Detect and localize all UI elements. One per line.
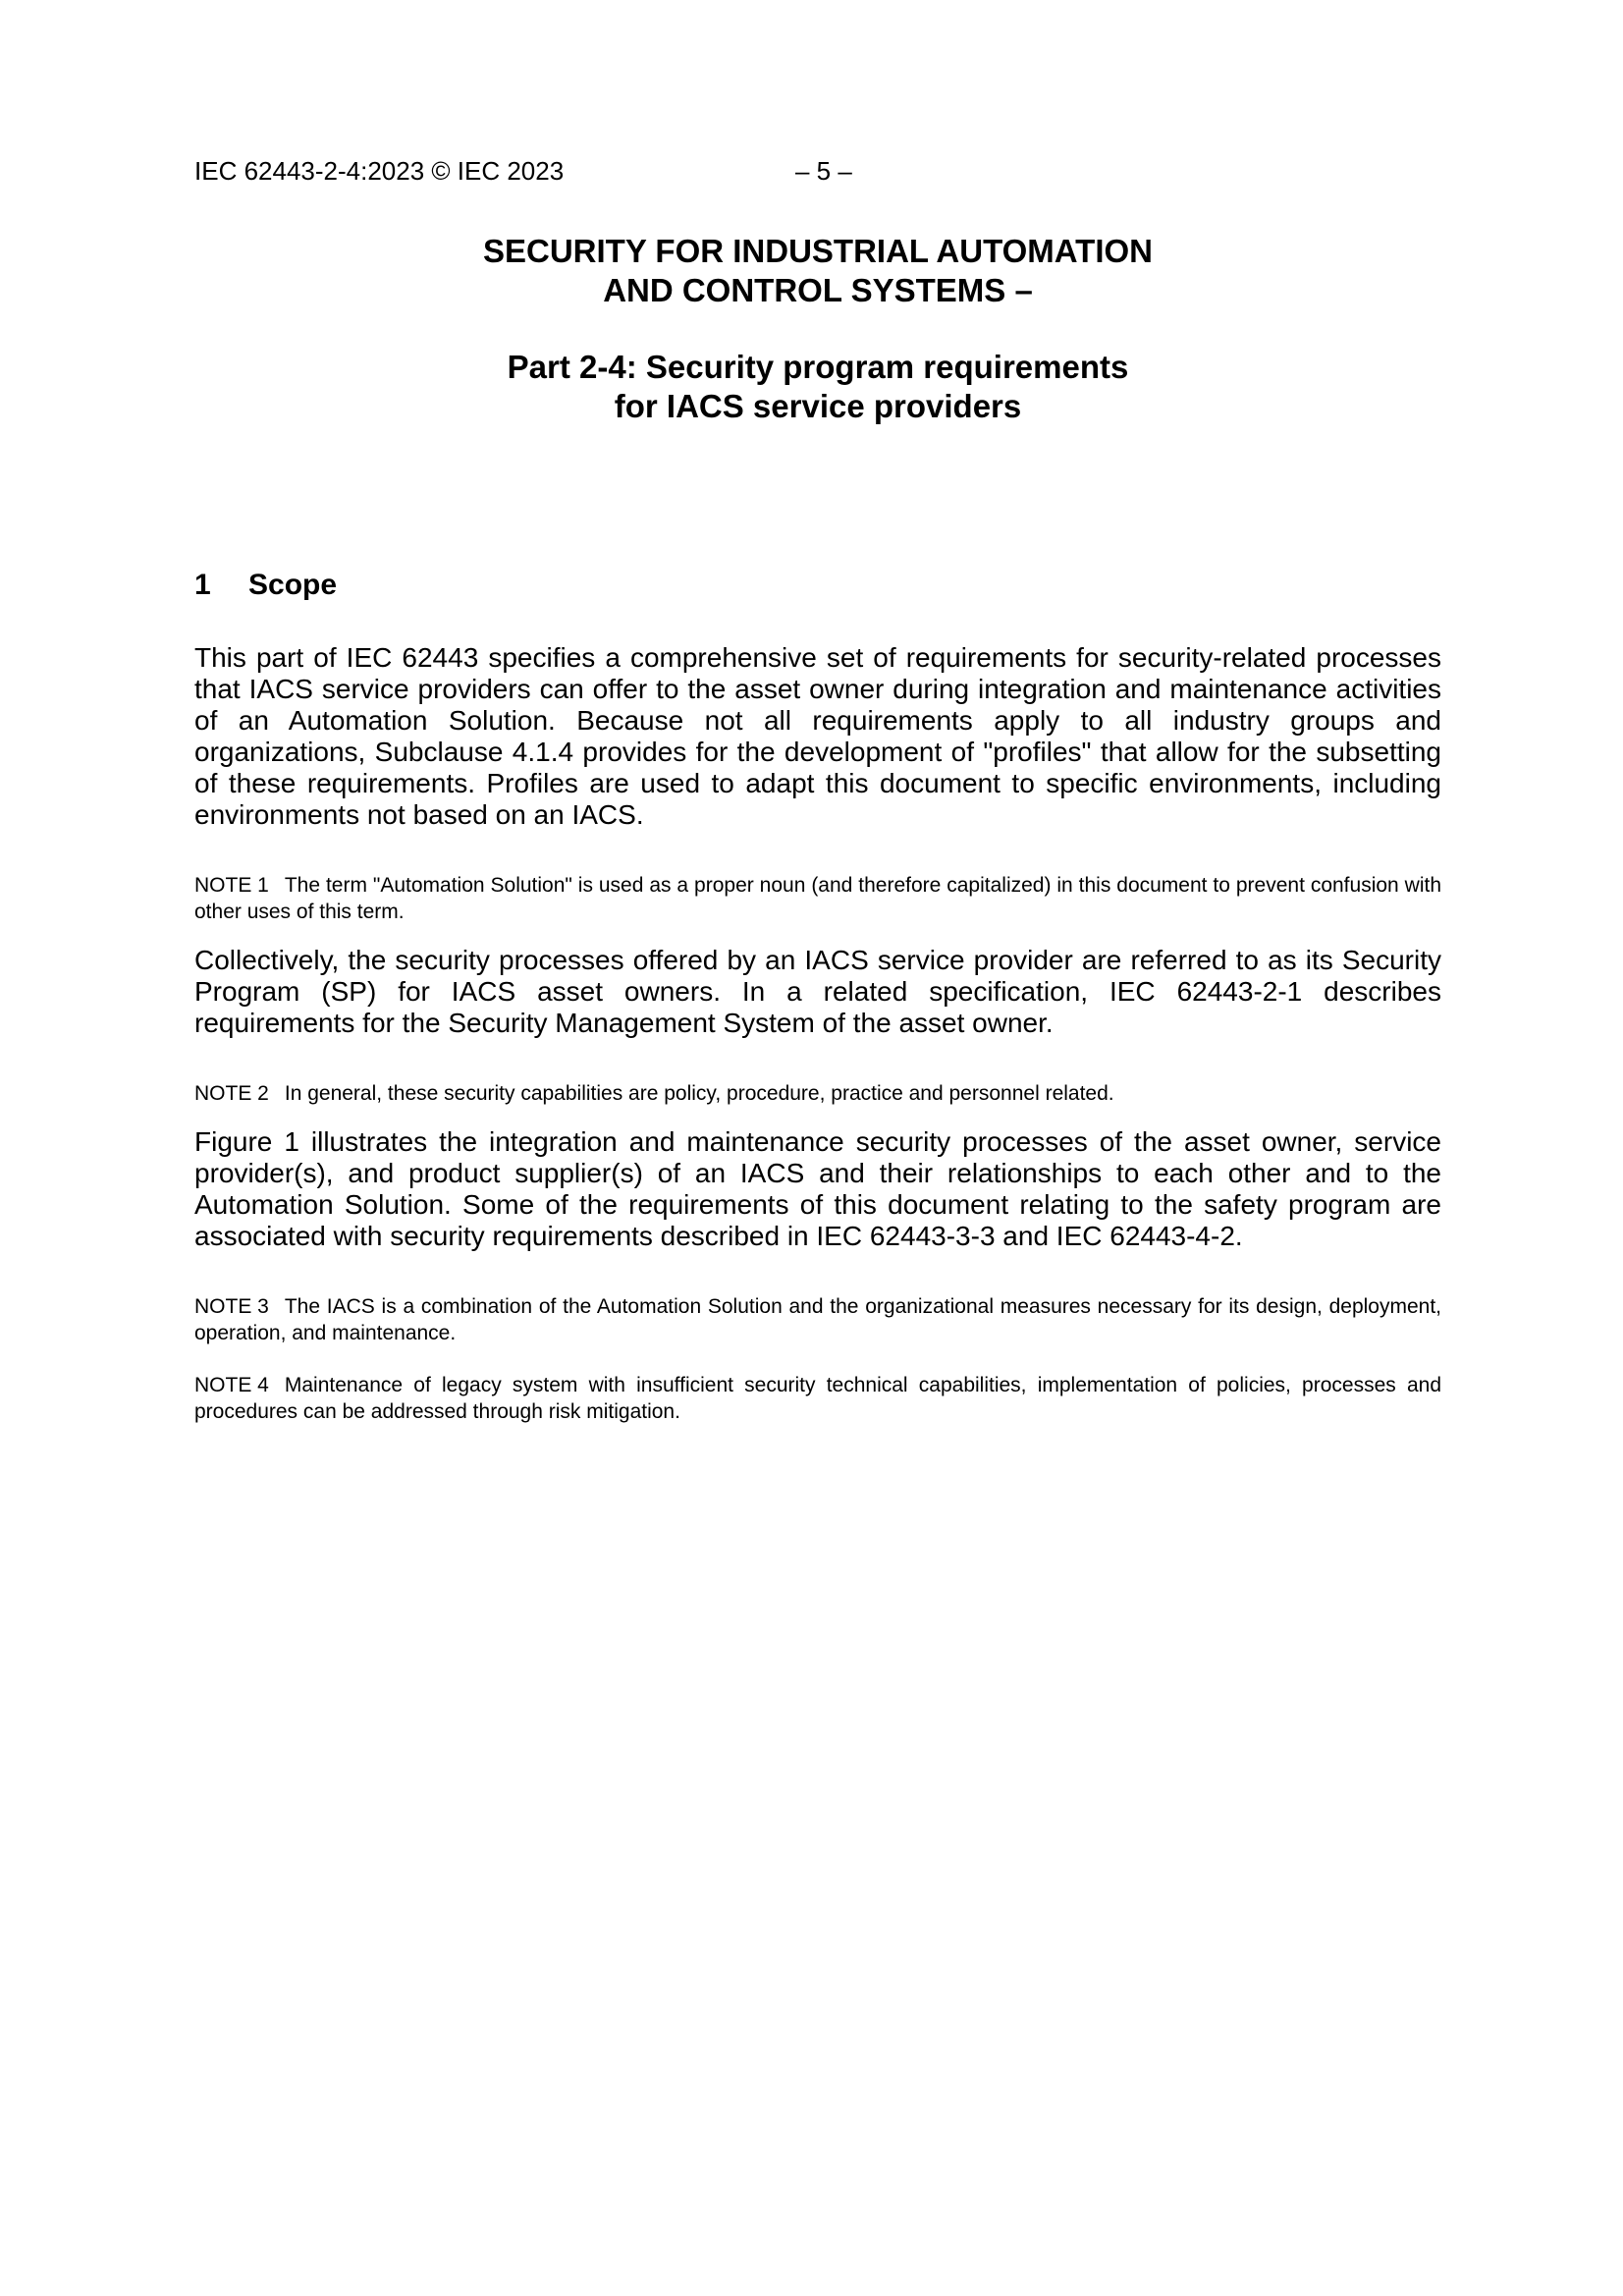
note-4-text: Maintenance of legacy system with insufficient security technical capabilities, implementation of policies, processes and procedures can be addressed through risk mitigation.: [194, 1374, 1441, 1423]
note-2-label: NOTE 2: [194, 1082, 269, 1105]
main-title-line-1: SECURITY FOR INDUSTRIAL AUTOMATION: [482, 233, 1153, 269]
part-title-line-1: Part 2-4: Security program requirements: [507, 349, 1129, 385]
section-title: Scope: [248, 569, 338, 601]
scope-paragraph-2: Collectively, the security processes offered by an IACS service provider are referred to as its Security Program (SP) for IACS asset owners. In a related specification, IEC 62443-2-1 describes requirements for the Security Management System of the asset owner.: [194, 945, 1441, 1038]
running-header: [194, 155, 1441, 187]
note-2: [194, 1080, 1441, 1107]
page-number: – 5 –: [795, 156, 852, 186]
part-title-line-2: for IACS service providers: [614, 388, 1022, 424]
note-1-text: The term "Automation Solution" is used as a proper noun (and therefore capitalized) in this document to prevent confusion with other uses of this term.: [194, 874, 1441, 923]
section-number: 1: [194, 569, 211, 601]
note-3: [194, 1293, 1441, 1346]
part-title: [194, 348, 1441, 426]
scope-paragraph-3: Figure 1 illustrates the integration and maintenance security processes of the asset owner, service provider(s), and product supplier(s) of an IACS and their relationships to each other and to the Automation Solution. Some of the requirements of this document relating to the safety program are associated with security requirements described in IEC 62443-3-3 and IEC 62443-4-2.: [194, 1126, 1441, 1251]
note-4-label: NOTE 4: [194, 1374, 269, 1396]
scope-paragraph-1: This part of IEC 62443 specifies a comprehensive set of requirements for security-related processes that IACS service providers can offer to the asset owner during integration and maintenance activities of an Automation Solution. Because not all requirements apply to all industry groups and organizations, Subclause 4.1.4 provides for the development of "profiles" that allow for the subsetting of these requirements. Profiles are used to adapt this document to specific environments, including environments not based on an IACS.: [194, 642, 1441, 830]
note-1-label: NOTE 1: [194, 874, 269, 897]
note-3-label: NOTE 3: [194, 1295, 269, 1318]
note-3-text: The IACS is a combination of the Automation Solution and the organizational measures necessary for its design, deployment, operation, and maintenance.: [194, 1295, 1441, 1344]
section-heading: [194, 568, 1441, 603]
document-id: IEC 62443-2-4:2023 © IEC 2023: [194, 156, 565, 186]
note-4: [194, 1372, 1441, 1425]
note-1: [194, 872, 1441, 925]
main-title-line-2: AND CONTROL SYSTEMS –: [603, 272, 1033, 308]
main-title: [194, 232, 1441, 310]
main-content: [194, 568, 1441, 1450]
document-title: [194, 232, 1441, 426]
note-2-text: In general, these security capabilities are policy, procedure, practice and personnel related.: [284, 1082, 1114, 1105]
